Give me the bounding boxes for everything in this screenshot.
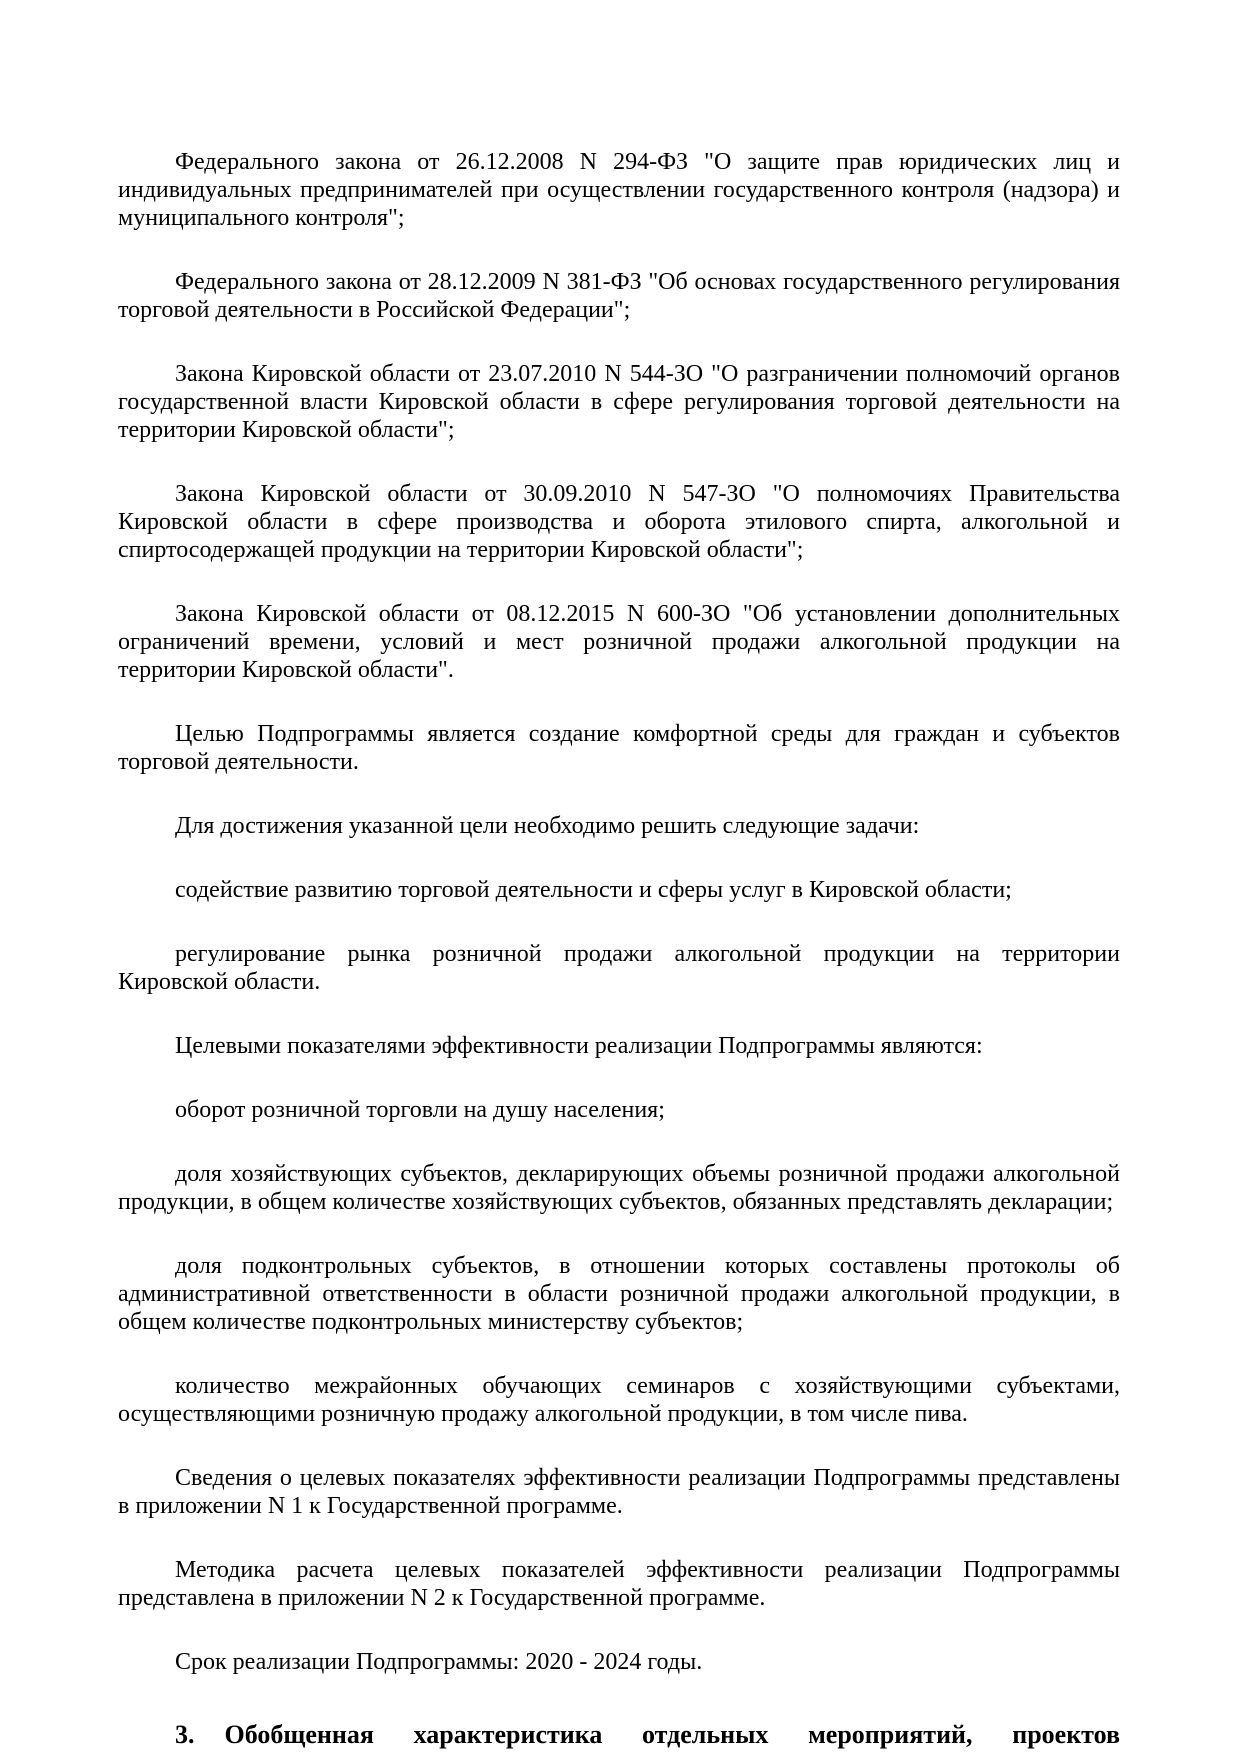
- paragraph-tasks-intro: Для достижения указанной цели необходимо решить следующие задачи:: [175, 813, 920, 839]
- paragraph-indicator-3: доля подконтрольных субъектов, в отношении которых составлены протоколы об административной ответственности в области розничной продажи алкогольной продукции, в общем количестве подконтрольных министерству субъектов;: [118, 1253, 1120, 1335]
- paragraph-indicator-1: оборот розничной торговли на душу населения;: [175, 1097, 665, 1123]
- paragraph-law-547-zo: Закона Кировской области от 30.09.2010 N 547-ЗО "О полномочиях Правительства Кировской области в сфере производства и оборота этилового спирта, алкогольной и спиртосодержащей продукции на территории Кировской области";: [118, 481, 1120, 563]
- paragraph-goal: Целью Подпрограммы является создание комфортной среды для граждан и субъектов торговой деятельности.: [118, 721, 1120, 775]
- paragraph-indicator-2: доля хозяйствующих субъектов, декларирующих объемы розничной продажи алкогольной продукции, в общем количестве хозяйствующих субъектов, обязанных представлять декларации;: [118, 1161, 1120, 1215]
- section-heading: [118, 1720, 1120, 1750]
- paragraph-law-294-fz: Федерального закона от 26.12.2008 N 294-ФЗ "О защите прав юридических лиц и индивидуальных предпринимателей при осуществлении государственного контроля (надзора) и муниципального контроля";: [118, 149, 1120, 231]
- section-number: 3.: [175, 1720, 195, 1749]
- paragraph-law-544-zo: Закона Кировской области от 23.07.2010 N 544-ЗО "О разграничении полномочий органов государственной власти Кировской области в сфере регулирования торговой деятельности на территории Кировской области";: [118, 361, 1120, 443]
- paragraph-law-600-zo: Закона Кировской области от 08.12.2015 N 600-ЗО "Об установлении дополнительных ограничений времени, условий и мест розничной продажи алкогольной продукции на территории Кировской области".: [118, 601, 1120, 683]
- paragraph-law-381-fz: Федерального закона от 28.12.2009 N 381-ФЗ "Об основах государственного регулирования торговой деятельности в Российской Федерации";: [118, 269, 1120, 323]
- paragraph-indicator-4: количество межрайонных обучающих семинаров с хозяйствующими субъектами, осуществляющими розничную продажу алкогольной продукции, в том числе пива.: [118, 1373, 1120, 1427]
- paragraph-indicators-intro: Целевыми показателями эффективности реализации Подпрограммы являются:: [175, 1033, 983, 1059]
- paragraph-indicators-appendix-1: Сведения о целевых показателях эффективности реализации Подпрограммы представлены в приложении N 1 к Государственной программе.: [118, 1465, 1120, 1519]
- section-title: Обобщенная характеристика отдельных мероприятий, проектов: [224, 1720, 1120, 1749]
- document-body: [118, 148, 1120, 1750]
- paragraph-task-2: регулирование рынка розничной продажи алкогольной продукции на территории Кировской области.: [118, 941, 1120, 995]
- paragraph-methodology-appendix-2: Методика расчета целевых показателей эффективности реализации Подпрограммы представлена в приложении N 2 к Государственной программе.: [118, 1557, 1120, 1611]
- paragraph-term: Срок реализации Подпрограммы: 2020 - 2024 годы.: [175, 1649, 703, 1675]
- paragraph-task-1: содействие развитию торговой деятельности и сферы услуг в Кировской области;: [175, 877, 1012, 903]
